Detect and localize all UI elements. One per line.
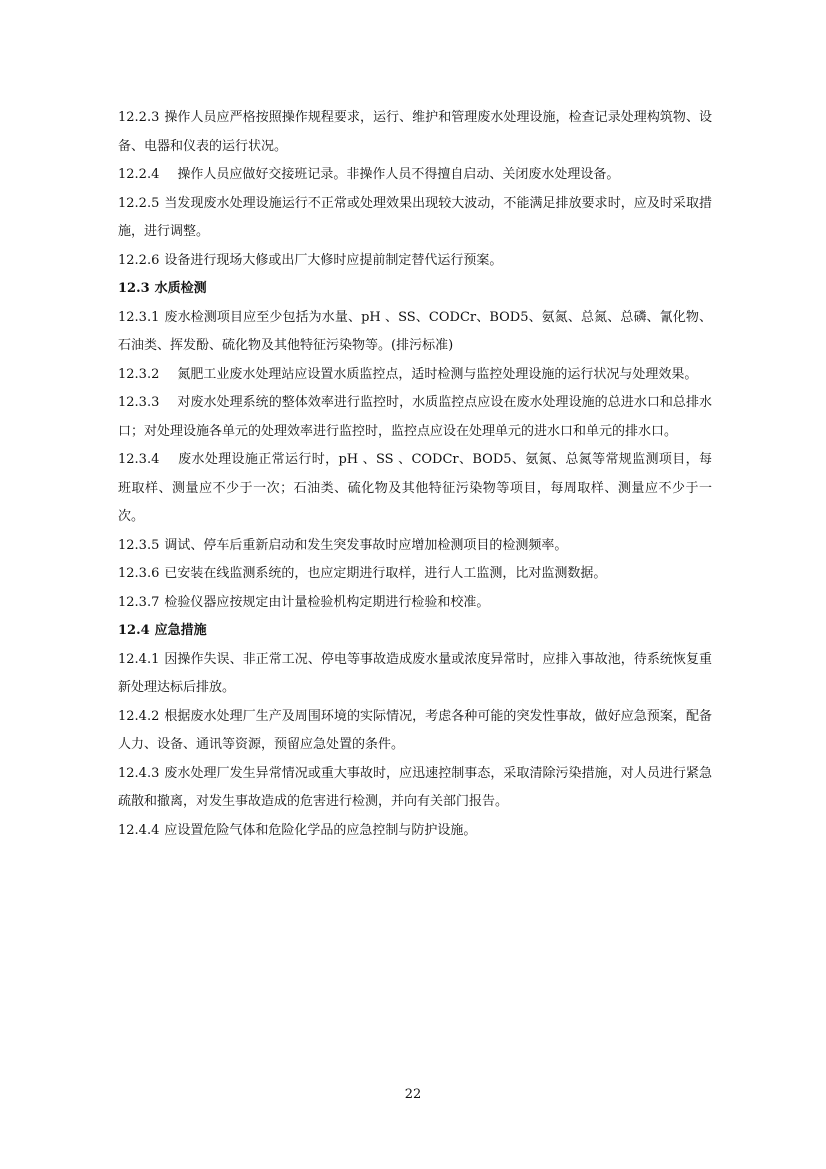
paragraph-12-3-6 <box>118 560 712 589</box>
clause-number: 12.3.7 <box>118 594 160 610</box>
section-title: 水质检测 <box>154 281 207 296</box>
clause-number: 12.3.1 <box>118 309 160 325</box>
paragraph-12-3-2 <box>118 361 712 390</box>
clause-text: 已安装在线监测系统的，也应定期进行取样，进行人工监测，比对监测数据。 <box>164 566 607 581</box>
section-number: 12.4 <box>118 623 150 638</box>
section-heading-12-4 <box>118 617 712 646</box>
section-heading-12-3 <box>118 275 712 304</box>
clause-text: 废水检测项目应至少包括为水量、pH 、SS、CODCr、BOD5、氨氮、总氮、总磷、氰化物、石油类、挥发酚、硫化物及其他特征污染物等。(排污标准) <box>118 309 712 353</box>
clause-number: 12.4.4 <box>118 822 160 838</box>
clause-number: 12.2.5 <box>118 195 160 211</box>
clause-number: 12.3.6 <box>118 566 160 581</box>
clause-number: 12.2.6 <box>118 252 160 268</box>
clause-number: 12.3.4 <box>118 452 160 467</box>
page-number: 22 <box>404 1087 422 1102</box>
clause-text: 废水处理设施正常运行时，pH 、SS 、CODCr、BOD5、氨氮、总氮等常规监测项目，每班取样、测量应不少于一次；石油类、硫化物及其他特征污染物等项目，每周取样、测量应不少于一次。 <box>118 452 712 524</box>
clause-text: 应设置危险气体和危险化学品的应急控制与防护设施。 <box>164 822 477 838</box>
clause-number: 12.3.5 <box>118 537 160 553</box>
paragraph-12-4-3 <box>118 760 712 817</box>
clause-text: 对废水处理系统的整体效率进行监控时，水质监控点应设在废水处理设施的总进水口和总排水口；对处理设施各单元的处理效率进行监控时，监控点应设在处理单元的进水口和单元的排水口。 <box>118 395 712 439</box>
paragraph-12-2-3 <box>118 104 712 161</box>
clause-text: 设备进行现场大修或出厂大修时应提前制定替代运行预案。 <box>164 252 503 268</box>
clause-number: 12.4.2 <box>118 708 160 724</box>
clause-text: 当发现废水处理设施运行不正常或处理效果出现较大波动，不能满足排放要求时，应及时采取措施，进行调整。 <box>118 195 712 239</box>
clause-text: 调试、停车后重新启动和发生突发事故时应增加检测项目的检测频率。 <box>164 537 568 553</box>
paragraph-12-2-6 <box>118 247 712 276</box>
paragraph-12-3-7 <box>118 589 712 618</box>
paragraph-12-4-1 <box>118 646 712 703</box>
clause-text: 操作人员应严格按照操作规程要求，运行、维护和管理废水处理设施，检查记录处理构筑物、设备、电器和仪表的运行状况。 <box>118 110 712 154</box>
clause-number: 12.2.3 <box>118 110 160 125</box>
paragraph-12-4-4 <box>118 817 712 846</box>
clause-number: 12.3.2 <box>118 366 160 382</box>
paragraph-12-3-5 <box>118 532 712 561</box>
clause-number: 12.4.3 <box>118 765 160 781</box>
clause-number: 12.4.1 <box>118 651 160 667</box>
paragraph-12-4-2 <box>118 703 712 760</box>
clause-text: 因操作失误、非正常工况、停电等事故造成废水量或浓度异常时，应排入事故池，待系统恢复重新处理达标后排放。 <box>118 651 712 695</box>
clause-number: 12.3.3 <box>118 395 160 410</box>
clause-text: 操作人员应做好交接班记录。非操作人员不得擅自启动、关闭废水处理设备。 <box>164 167 620 182</box>
section-title: 应急措施 <box>154 623 207 638</box>
paragraph-12-2-4 <box>118 161 712 190</box>
clause-number: 12.2.4 <box>118 167 160 182</box>
clause-text: 废水处理厂发生异常情况或重大事故时，应迅速控制事态，采取清除污染措施，对人员进行紧急疏散和撤离，对发生事故造成的危害进行检测，并向有关部门报告。 <box>118 765 712 809</box>
document-body <box>118 104 712 845</box>
clause-text: 根据废水处理厂生产及周围环境的实际情况，考虑各种可能的突发性事故，做好应急预案，配备人力、设备、通讯等资源，预留应急处置的条件。 <box>118 708 712 752</box>
clause-text: 氮肥工业废水处理站应设置水质监控点，适时检测与监控处理设施的运行状况与处理效果。 <box>164 366 698 382</box>
section-number: 12.3 <box>118 281 150 296</box>
paragraph-12-3-3 <box>118 389 712 446</box>
paragraph-12-3-4 <box>118 446 712 532</box>
paragraph-12-2-5 <box>118 190 712 247</box>
clause-text: 检验仪器应按规定由计量检验机构定期进行检验和校准。 <box>164 594 490 610</box>
paragraph-12-3-1 <box>118 304 712 361</box>
